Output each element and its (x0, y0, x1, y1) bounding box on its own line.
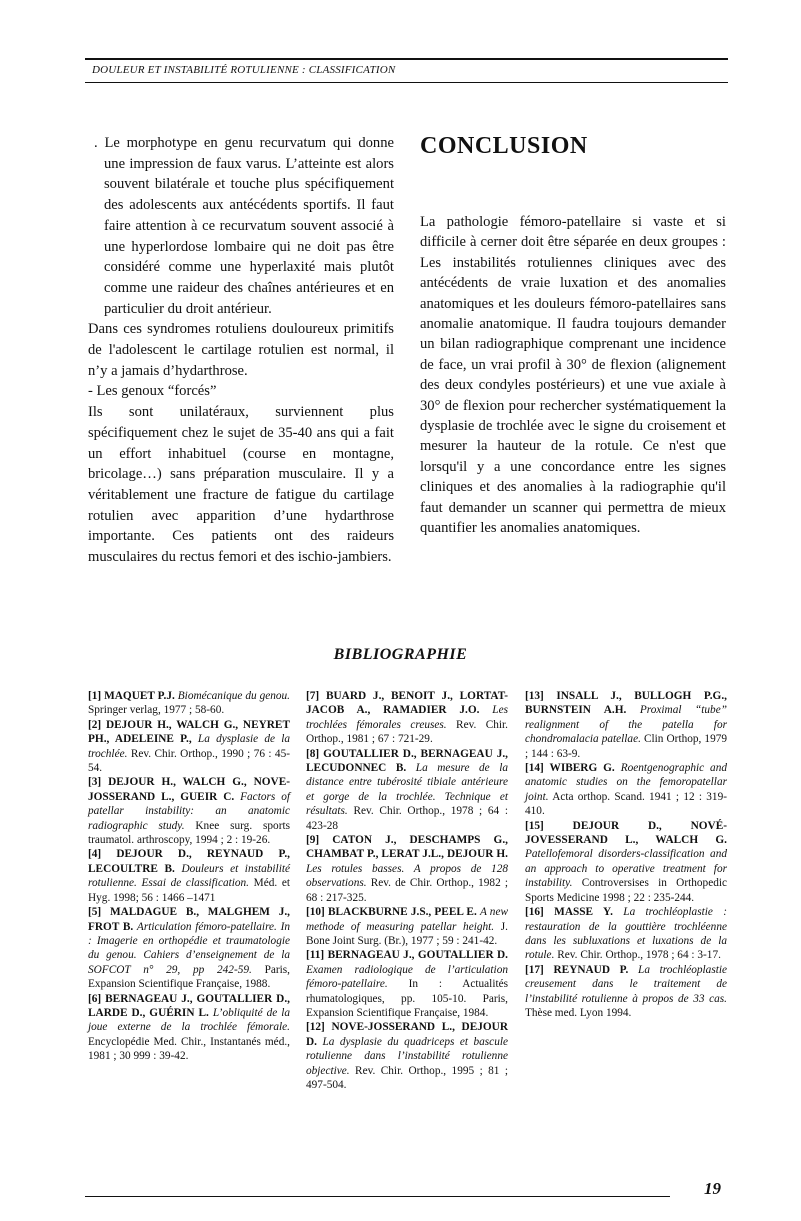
bibliography-column-3 (525, 689, 727, 1020)
reference-7: [7] BUARD J., BENOIT J., LORTAT-JACOB A., RAMADIER J.O. Les trochlées fémorales creuses. Rev. Chir. Orthop., 1981 ; 67 : 721-29. (306, 690, 508, 746)
bibliography-column-1 (88, 689, 290, 1064)
bibliography-title: BIBLIOGRAPHIE (333, 646, 468, 663)
reference-1: [1] MAQUET P.J. Biomécanique du genou. Springer verlag, 1977 ; 58-60. (88, 690, 290, 717)
conclusion-text: La pathologie fémoro-patellaire si vaste et si difficile à cerner doit être séparée en deux groupes : Les instabilités rotuliennes cliniques avec des antécédents de vraie luxation et des anomalies anatomiques et les douleurs fémoro-patellaires sans anomalie anatomique. Il faudra toujours demander un bilan radiographique comprenant une incidence de face, un vrai profil à 30° de flexion (alignement des deux condyles postérieurs) et une vue axiale à 30° de flexion pour rechercher systématiquement la dysplasie de trochlée avec le signe du croisement et mesurer la hauteur de la rotule. Ce n'est que lorsqu'il y a une concordance entre les signes cliniques et des anomalies à la radiographie qu'il faut demander un scanner qui permettra de mieux quantifier les anomalies anatomiques. (420, 214, 726, 537)
conclusion-section (420, 133, 726, 539)
bibliography-column-2 (306, 689, 508, 1092)
reference-17: [17] REYNAUD P. La trochléoplastie creusement dans le traitement de l’instabilité rotulienne à propos de 33 cas. Thèse med. Lyon 1994. (525, 963, 728, 1019)
top-rule (85, 58, 728, 60)
reference-5: [5] MALDAGUE B., MALGHEM J., FROT B. Articulation fémoro-patellaire. In : Imagerie en orthopédie et traumatologie du genou. Cahiers d’enseignement de la SOFCOT n° 29, pp 242-59. Paris, Expansion Scientifique Française, 1988. (88, 906, 290, 991)
conclusion-title: CONCLUSION (420, 133, 588, 159)
reference-8: [8] GOUTALLIER D., BERNAGEAU J., LECUDONNEC B. La mesure de la distance entre tubérosité tibiale antérieure et gorge de la trochlée. Technique et résultats. Rev. Chir. Orthop., 1978 ; 64 : 423-28 (306, 747, 509, 832)
reference-16: [16] MASSE Y. La trochléoplastie : restauration de la gouttière trochléenne dans les subluxations et luxations de la rotule. Rev. Chir. Orthop., 1978 ; 64 : 3-17. (525, 906, 727, 962)
reference-14: [14] WIBERG G. Roentgenographic and anatomic studies on the femoropatellar joint. Acta orthop. Scand. 1941 ; 12 : 319-410. (525, 762, 727, 818)
reference-9: [9] CATON J., DESCHAMPS G., CHAMBAT P., LERAT J.L., DEJOUR H. Les rotules basses. A propos de 128 observations. Rev. de Chir. Orthop., 1982 ; 68 : 217-325. (306, 834, 508, 904)
paragraph-genoux-forces-heading: - Les genoux “forcés” (88, 383, 217, 400)
running-header: DOULEUR ET INSTABILITÉ ROTULIENNE : CLASSIFICATION (92, 64, 396, 76)
reference-6: [6] BERNAGEAU J., GOUTALLIER D., LARDE D., GUÉRIN L. L’obliquité de la joue externe de la trochlée fémorale. Encyclopédie Med. Chir., Instantanés méd., 1981 ; 30 999 : 39-42. (88, 992, 290, 1063)
left-text-column (88, 133, 394, 568)
reference-4: [4] DEJOUR D., REYNAUD P., LECOULTRE B. Douleurs et instabilité rotulienne. Essai de classification. Méd. et Hyg. 1998; 56 : 1466 –1471 (88, 848, 291, 904)
reference-13: [13] INSALL J., BULLOGH P.G., BURNSTEIN A.H. Proximal “tube” realignment of the patella for chondromalacia patellae. Clin Orthop, 1979 ; 144 : 63-9. (525, 690, 728, 760)
reference-11: [11] BERNAGEAU J., GOUTALLIER D. Examen radiologique de l’articulation fémoro-patellaire. In : Actualités rhumatologiques, pp. 105-10. Paris, Expansion Scientifique Française, 1984. (306, 949, 509, 1019)
reference-3: [3] DEJOUR H., WALCH G., NOVE-JOSSERAND L., GUEIR C. Factors of patellar instability: an anatomic radiographic study. Knee surg. sports traumatol. arthroscopy, 1994 ; 2 : 19-26. (88, 776, 290, 847)
reference-2: [2] DEJOUR H., WALCH G., NEYRET PH., ADELEINE P., La dysplasie de la trochlée. Rev. Chir. Orthop., 1990 ; 76 : 45-54. (88, 718, 291, 775)
page-number: 19 (704, 1179, 721, 1198)
paragraph-recurvatum: . Le morphotype en genu recurvatum qui donne une impression de faux varus. L’atteinte est alors souvent bilatérale et touche plus spécifiquement des adolescents aux antécédents sportifs. Il faut faire attention à ce recurvatum souvent associé à une hyperlordose lombaire qui ne doit pas être considéré comme une hyperlaxité mais plutôt comme une raideur des chaînes antérieures et en particulier du droit antérieur. (94, 135, 394, 317)
header-rule (85, 82, 728, 83)
reference-15: [15] DEJOUR D., NOVÉ-JOVESSERAND L., WALCH G. Patellofemoral disorders-classification and an approach to operative treatment for instability. Controversises in Orthopedic Sports Medicine 1998 ; 22 : 235-244. (525, 819, 728, 904)
paragraph-syndromes: Dans ces syndromes rotuliens douloureux primitifs de l'adolescent le cartilage rotulien est normal, il n’y a jamais d’hydarthrose. (88, 321, 394, 379)
footer-rule (85, 1196, 670, 1197)
paragraph-genoux-forces: Ils sont unilatéraux, surviennent plus spécifiquement chez le sujet de 35-40 ans qui a fait un effort inhabituel (course en montagne, bricolage…) sans préparation musculaire. Il y a véritablement une fracture de fatigue du cartilage rotulien avec apparition d’une hydarthrose importante. Ces patients ont des raideurs musculaires du rectus femori et des ischio-jambiers. (88, 404, 394, 566)
reference-12: [12] NOVE-JOSSERAND L., DEJOUR D. La dysplasie du quadriceps et bascule rotulienne dans l’instabilité rotulienne objective. Rev. Chir. Orthop., 1995 ; 81 ; 497-504. (306, 1021, 508, 1091)
reference-10: [10] BLACKBURNE J.S., PEEL E. A new methode of measuring patellar height. J. Bone Joint Surg. (Br.), 1977 ; 59 : 241-42. (306, 906, 508, 947)
